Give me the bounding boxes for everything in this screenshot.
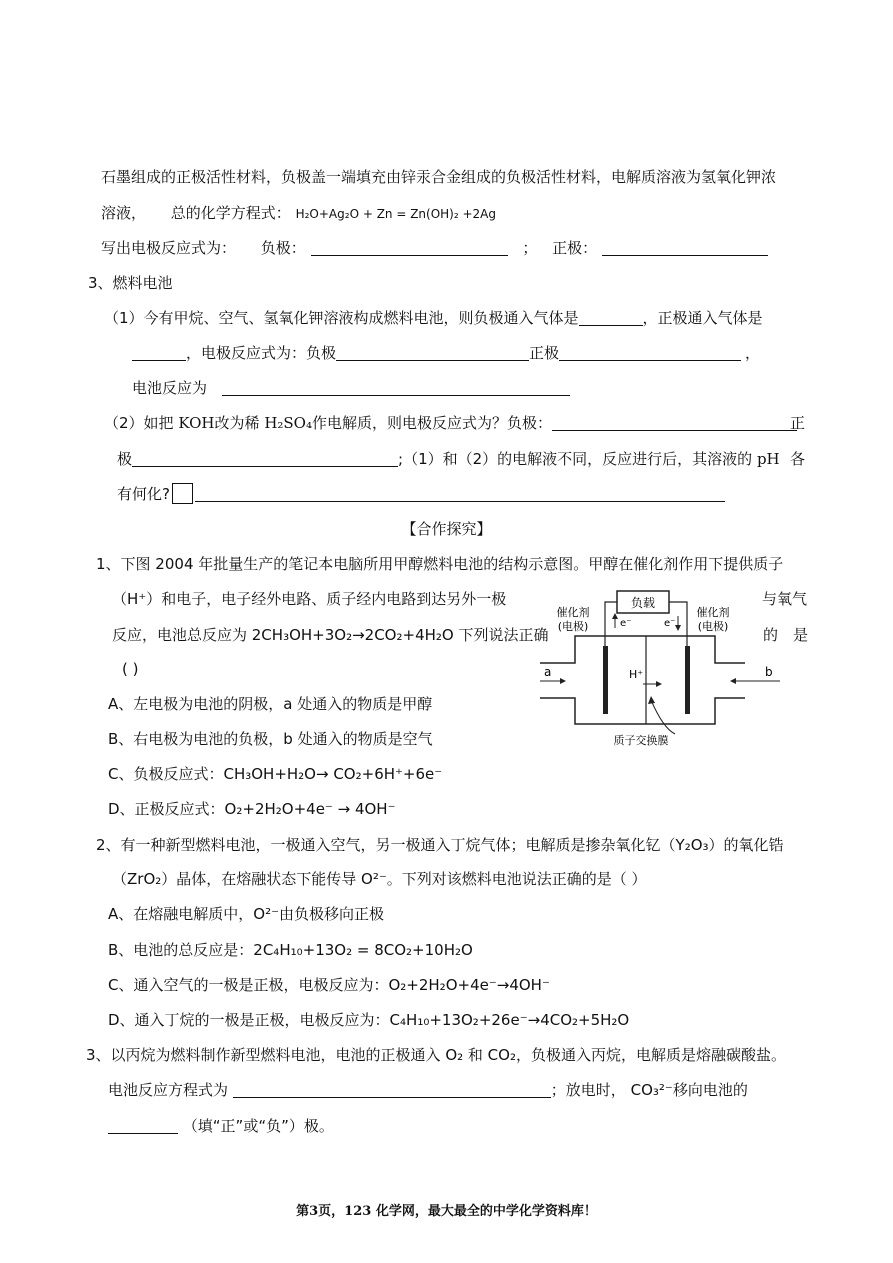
text-line xyxy=(117,483,725,505)
text-line: 3、以丙烷为燃料制作新型燃料电池，电池的正极通入 O₂ 和 CO₂，负极通入丙烷，电解质是熔融碳酸盐。 xyxy=(86,1046,786,1064)
load-label: 负载 xyxy=(630,596,656,610)
text-span: 正极： xyxy=(552,239,598,257)
text-span: 写出电极反应式为： xyxy=(101,239,237,257)
option-c: C、负极反应式：CH₃OH+H₂O→ CO₂+6H⁺+6e⁻ xyxy=(108,765,443,783)
proton-label: H⁺ xyxy=(629,668,644,681)
text-span: 溶液， xyxy=(101,204,147,222)
text-span: （填“正”或“负”）极。 xyxy=(182,1117,334,1135)
fuel-cell-diagram xyxy=(535,588,785,748)
equation: H₂O+Ag₂O + Zn = Zn(OH)₂ +2Ag xyxy=(295,207,497,221)
text-span: 是 xyxy=(793,626,809,644)
text-line: （H⁺）和电子，电子经外电路、质子经内电路到达另外一极 xyxy=(112,590,507,608)
catalyst-label-right: (电极) xyxy=(697,620,729,633)
text-line xyxy=(104,307,763,329)
arrow-head xyxy=(612,613,618,619)
text-span: 改为稀 xyxy=(214,414,260,432)
text-span: 作电解质，则电极反应式为？负极： xyxy=(312,414,553,432)
text-span: 电池反应方程式为 xyxy=(108,1081,229,1099)
catalyst-label-right: 催化剂 xyxy=(696,606,730,619)
text-span: ;（1）和（2）的电解液不同，反应进行后，其溶液的 xyxy=(398,450,753,468)
catalyst-label-left: 催化剂 xyxy=(556,606,590,619)
text-span: pH xyxy=(756,450,780,468)
option-a: A、在熔融电解质中，O²⁻由负极移向正极 xyxy=(108,905,385,923)
answer-blank[interactable] xyxy=(559,344,741,361)
text-line xyxy=(101,202,496,225)
answer-blank[interactable] xyxy=(311,239,508,256)
option-a: A、左电极为电池的阴极，a 处通入的物质是甲醇 xyxy=(108,695,433,713)
text-line xyxy=(132,377,570,399)
text-line: 反应，电池总反应为 2CH₃OH+3O₂→2CO₂+4H₂O 下列说法正确 xyxy=(112,626,549,644)
text-span: H₂SO₄ xyxy=(264,414,312,432)
option-b: B、右电极为电池的负极，b 处通入的物质是空气 xyxy=(108,730,433,748)
text-span: 总的化学方程式： xyxy=(170,204,291,222)
answer-blank[interactable] xyxy=(579,309,643,326)
text-span: 与氧气 xyxy=(762,590,808,608)
text-span: 电池反应为 xyxy=(132,379,208,397)
answer-blank[interactable] xyxy=(233,1081,551,1098)
text-line xyxy=(108,1115,334,1137)
text-span: 的 xyxy=(763,626,779,644)
text-span: ；放电时， xyxy=(550,1081,626,1099)
text-span: 各 xyxy=(790,450,806,468)
text-span: 极 xyxy=(117,450,133,468)
text-line: 1、下图 2004 年批量生产的笔记本电脑所用甲醇燃料电池的结构示意图。甲醇在催化剂作用下提供质子 xyxy=(96,555,784,573)
text-span: 正 xyxy=(790,414,806,432)
catalyst-label-left: (电极) xyxy=(557,620,589,633)
electron-label-left: e⁻ xyxy=(620,618,632,629)
answer-blank[interactable] xyxy=(132,344,186,361)
text-line: 石墨组成的正极活性材料，负极盖一端填充由锌汞合金组成的负极活性材料，电解质溶液为氢氧化钾浓 xyxy=(101,168,777,186)
arrow-head xyxy=(648,696,655,704)
membrane-pointer xyxy=(651,700,675,734)
option-d: D、通入丁烷的一极是正极，电极反应为：C₄H₁₀+13O₂+26e⁻→4CO₂+5H₂O xyxy=(108,1011,630,1029)
arrow-head xyxy=(730,678,736,684)
arrow-head xyxy=(656,681,662,687)
answer-box[interactable] xyxy=(172,483,193,504)
text-span: 正极 xyxy=(529,344,560,362)
text-line xyxy=(104,412,797,434)
electron-label-right: e⁻ xyxy=(664,618,676,629)
text-span: （2）如把 xyxy=(104,414,174,432)
text-span: （1）今有甲烷、空气、氢氧化钾溶液构成燃料电池，则负极通入气体是 xyxy=(104,309,579,327)
cell-outline xyxy=(540,698,745,724)
text-line xyxy=(132,342,760,364)
answer-blank[interactable] xyxy=(552,414,797,431)
text-line xyxy=(117,448,780,470)
arrow-head xyxy=(560,678,566,684)
section-heading: 3、燃料电池 xyxy=(88,274,173,292)
text-line: （ZrO₂）晶体，在熔融状态下能传导 O²⁻。下列对该燃料电池说法正确的是（ ） xyxy=(112,870,647,888)
arrow-head xyxy=(675,625,681,631)
text-span: KOH xyxy=(178,414,215,432)
text-line xyxy=(108,1079,748,1101)
section-title: 【合作探究】 xyxy=(401,520,492,538)
text-span: ， xyxy=(745,344,761,362)
answer-blank[interactable] xyxy=(336,344,529,361)
electrode-left xyxy=(603,646,608,714)
answer-paren: ( ) xyxy=(122,660,139,678)
electrode-right xyxy=(685,646,690,714)
text-span: ，正极通入气体是 xyxy=(642,309,763,327)
inlet-a-label: a xyxy=(544,665,552,679)
option-b: B、电池的总反应是：2C₄H₁₀+13O₂ = 8CO₂+10H₂O xyxy=(108,941,473,959)
inlet-b-label: b xyxy=(765,665,773,679)
text-span: ，电极反应式为：负极 xyxy=(186,344,337,362)
text-line: 2、有一种新型燃料电池，一极通入空气，另一极通入丁烷气体；电解质是掺杂氧化钇（Y₂O₃）的氧化锆 xyxy=(96,836,784,854)
option-d: D、正极反应式：O₂+2H₂O+4e⁻ → 4OH⁻ xyxy=(108,800,396,818)
text-span: 负极： xyxy=(260,239,306,257)
text-line xyxy=(101,237,768,259)
text-span: 有何化? xyxy=(117,485,170,503)
cell-outline xyxy=(540,636,745,663)
text-span: CO₃²⁻移向电池的 xyxy=(630,1081,748,1099)
membrane-label: 质子交换膜 xyxy=(613,734,669,747)
answer-blank[interactable] xyxy=(222,379,570,396)
answer-blank[interactable] xyxy=(132,450,398,467)
option-c: C、通入空气的一极是正极，电极反应为：O₂+2H₂O+4e⁻→4OH⁻ xyxy=(108,976,550,994)
text-span: ； xyxy=(522,239,538,257)
answer-blank[interactable] xyxy=(195,485,725,502)
answer-blank[interactable] xyxy=(108,1117,178,1134)
page-footer: 第3页，123 化学网，最大最全的中学化学资料库！ xyxy=(296,1204,597,1219)
answer-blank[interactable] xyxy=(602,239,768,256)
